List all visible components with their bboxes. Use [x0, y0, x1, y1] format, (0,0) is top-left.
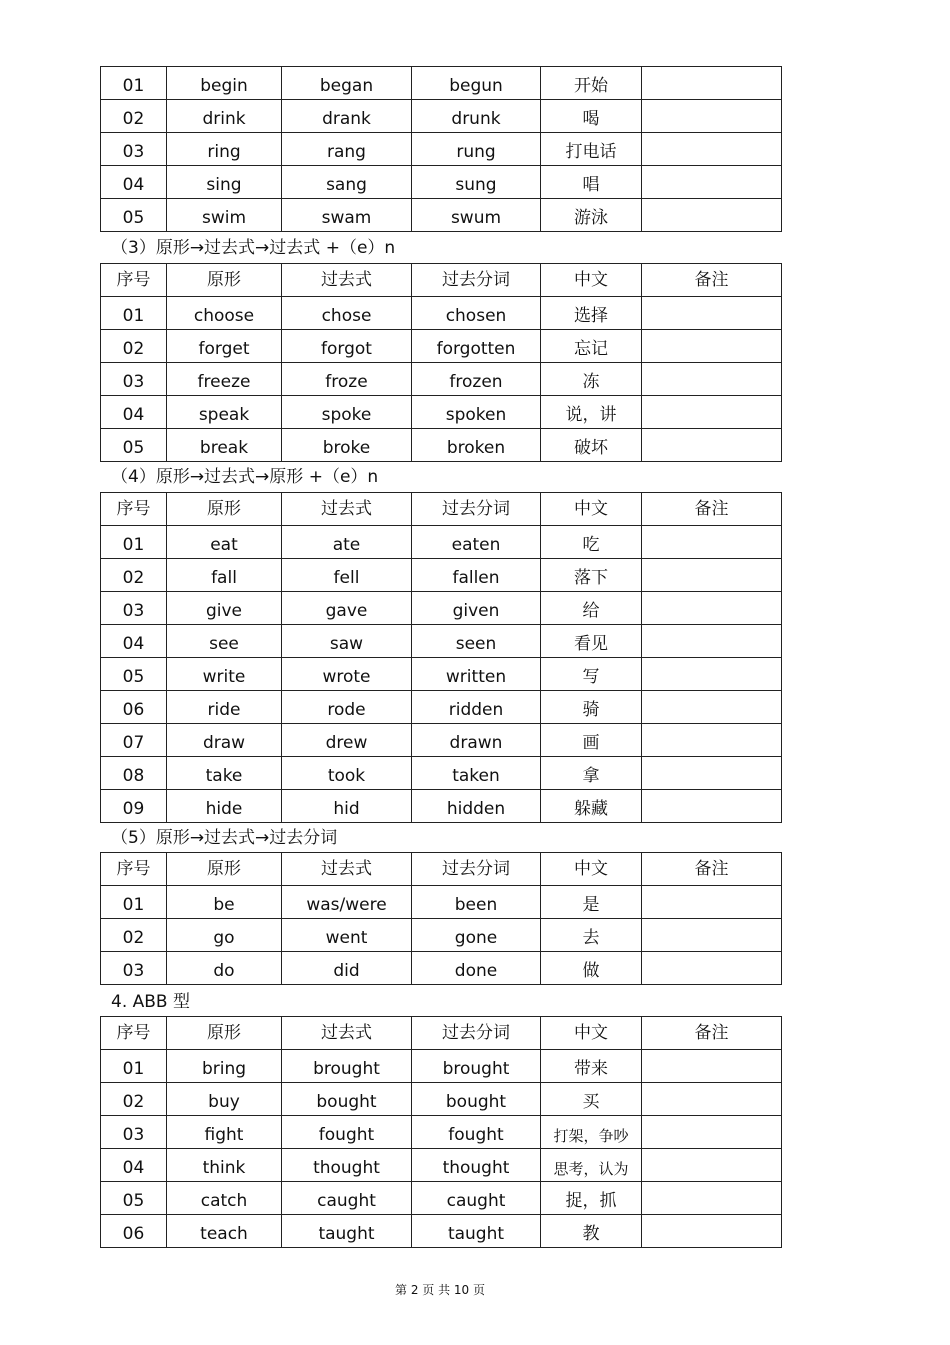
- cell-base-form: catch: [167, 1182, 282, 1215]
- section-heading-5: （5）原形→过去式→过去分词: [111, 828, 338, 848]
- cell-index: 04: [101, 625, 167, 658]
- cell-chinese: 思考，认为: [541, 1149, 642, 1182]
- header-past-participle: 过去分词: [412, 1017, 541, 1050]
- table-row: [101, 100, 782, 133]
- cell-past-participle: bought: [412, 1083, 541, 1116]
- cell-index: 05: [101, 199, 167, 232]
- verb-table-section-4: [100, 492, 782, 823]
- table-header-row: [101, 264, 782, 297]
- cell-past-participle: given: [412, 592, 541, 625]
- cell-index: 04: [101, 396, 167, 429]
- header-index: 序号: [101, 1017, 167, 1050]
- table-header-row: [101, 1017, 782, 1050]
- cell-past-participle: drawn: [412, 724, 541, 757]
- header-remark: 备注: [642, 1017, 782, 1050]
- cell-past-tense: wrote: [282, 658, 412, 691]
- section-heading-3: （3）原形→过去式→过去式 +（e）n: [111, 238, 396, 258]
- section-heading-abb: 4. ABB 型: [111, 992, 190, 1012]
- header-base-form: 原形: [167, 264, 282, 297]
- cell-past-tense: took: [282, 757, 412, 790]
- cell-past-tense: sang: [282, 166, 412, 199]
- cell-base-form: ride: [167, 691, 282, 724]
- cell-remark: [642, 526, 782, 559]
- table-row: [101, 952, 782, 985]
- cell-chinese: 带来: [541, 1050, 642, 1083]
- cell-index: 01: [101, 886, 167, 919]
- cell-index: 02: [101, 330, 167, 363]
- cell-past-participle: fallen: [412, 559, 541, 592]
- header-past-tense: 过去式: [282, 264, 412, 297]
- table-row: [101, 1050, 782, 1083]
- header-remark: 备注: [642, 264, 782, 297]
- cell-past-participle: hidden: [412, 790, 541, 823]
- cell-past-tense: fought: [282, 1116, 412, 1149]
- cell-index: 03: [101, 952, 167, 985]
- cell-chinese: 给: [541, 592, 642, 625]
- cell-index: 06: [101, 691, 167, 724]
- cell-index: 02: [101, 559, 167, 592]
- cell-index: 01: [101, 526, 167, 559]
- cell-remark: [642, 297, 782, 330]
- cell-past-participle: gone: [412, 919, 541, 952]
- cell-past-tense: bought: [282, 1083, 412, 1116]
- cell-base-form: teach: [167, 1215, 282, 1248]
- cell-base-form: swim: [167, 199, 282, 232]
- cell-chinese: 捉，抓: [541, 1182, 642, 1215]
- cell-chinese: 画: [541, 724, 642, 757]
- cell-index: 05: [101, 658, 167, 691]
- cell-past-tense: hid: [282, 790, 412, 823]
- cell-remark: [642, 1050, 782, 1083]
- cell-past-tense: saw: [282, 625, 412, 658]
- cell-base-form: draw: [167, 724, 282, 757]
- header-past-tense: 过去式: [282, 1017, 412, 1050]
- cell-base-form: hide: [167, 790, 282, 823]
- cell-base-form: drink: [167, 100, 282, 133]
- cell-past-tense: thought: [282, 1149, 412, 1182]
- cell-past-participle: begun: [412, 67, 541, 100]
- cell-chinese: 做: [541, 952, 642, 985]
- cell-base-form: ring: [167, 133, 282, 166]
- cell-past-participle: seen: [412, 625, 541, 658]
- cell-remark: [642, 724, 782, 757]
- cell-past-tense: did: [282, 952, 412, 985]
- cell-base-form: forget: [167, 330, 282, 363]
- table-row: [101, 724, 782, 757]
- cell-remark: [642, 952, 782, 985]
- table-row: [101, 886, 782, 919]
- cell-past-participle: rung: [412, 133, 541, 166]
- cell-index: 01: [101, 67, 167, 100]
- cell-past-tense: taught: [282, 1215, 412, 1248]
- cell-past-tense: broke: [282, 429, 412, 462]
- cell-base-form: choose: [167, 297, 282, 330]
- header-past-participle: 过去分词: [412, 493, 541, 526]
- cell-remark: [642, 658, 782, 691]
- cell-past-tense: went: [282, 919, 412, 952]
- cell-past-tense: chose: [282, 297, 412, 330]
- table-row: [101, 133, 782, 166]
- cell-chinese: 教: [541, 1215, 642, 1248]
- cell-past-participle: written: [412, 658, 541, 691]
- table-row: [101, 1083, 782, 1116]
- cell-past-tense: caught: [282, 1182, 412, 1215]
- header-chinese: 中文: [541, 1017, 642, 1050]
- cell-base-form: sing: [167, 166, 282, 199]
- table-row: [101, 199, 782, 232]
- header-past-tense: 过去式: [282, 493, 412, 526]
- cell-chinese: 打架，争吵: [541, 1116, 642, 1149]
- cell-chinese: 写: [541, 658, 642, 691]
- cell-remark: [642, 396, 782, 429]
- cell-past-participle: forgotten: [412, 330, 541, 363]
- section-heading-4: （4）原形→过去式→原形 +（e）n: [111, 467, 379, 487]
- cell-index: 04: [101, 1149, 167, 1182]
- cell-chinese: 说，讲: [541, 396, 642, 429]
- cell-index: 02: [101, 919, 167, 952]
- cell-base-form: eat: [167, 526, 282, 559]
- page-footer: 第 2 页 共 10 页: [395, 1283, 485, 1297]
- cell-index: 01: [101, 1050, 167, 1083]
- cell-base-form: speak: [167, 396, 282, 429]
- cell-chinese: 买: [541, 1083, 642, 1116]
- cell-remark: [642, 133, 782, 166]
- cell-base-form: see: [167, 625, 282, 658]
- cell-chinese: 躲藏: [541, 790, 642, 823]
- cell-chinese: 去: [541, 919, 642, 952]
- cell-index: 05: [101, 429, 167, 462]
- cell-past-tense: rang: [282, 133, 412, 166]
- table-row: [101, 429, 782, 462]
- cell-base-form: buy: [167, 1083, 282, 1116]
- cell-remark: [642, 100, 782, 133]
- cell-base-form: freeze: [167, 363, 282, 396]
- cell-chinese: 吃: [541, 526, 642, 559]
- table-row: [101, 330, 782, 363]
- table-row: [101, 919, 782, 952]
- cell-remark: [642, 1116, 782, 1149]
- cell-index: 02: [101, 100, 167, 133]
- cell-past-tense: swam: [282, 199, 412, 232]
- cell-past-tense: fell: [282, 559, 412, 592]
- cell-index: 07: [101, 724, 167, 757]
- table-row: [101, 1116, 782, 1149]
- table-header-row: [101, 853, 782, 886]
- table-row: [101, 691, 782, 724]
- header-remark: 备注: [642, 853, 782, 886]
- header-index: 序号: [101, 853, 167, 886]
- header-chinese: 中文: [541, 493, 642, 526]
- cell-remark: [642, 363, 782, 396]
- cell-base-form: be: [167, 886, 282, 919]
- cell-past-tense: ate: [282, 526, 412, 559]
- header-past-participle: 过去分词: [412, 264, 541, 297]
- cell-past-tense: began: [282, 67, 412, 100]
- header-base-form: 原形: [167, 493, 282, 526]
- cell-past-tense: drank: [282, 100, 412, 133]
- cell-remark: [642, 1083, 782, 1116]
- cell-past-participle: spoken: [412, 396, 541, 429]
- cell-chinese: 选择: [541, 297, 642, 330]
- table-row: [101, 67, 782, 100]
- cell-past-participle: thought: [412, 1149, 541, 1182]
- cell-past-participle: sung: [412, 166, 541, 199]
- cell-index: 02: [101, 1083, 167, 1116]
- header-remark: 备注: [642, 493, 782, 526]
- cell-past-participle: swum: [412, 199, 541, 232]
- cell-remark: [642, 592, 782, 625]
- cell-base-form: break: [167, 429, 282, 462]
- table-row: [101, 526, 782, 559]
- verb-table-section-3: [100, 263, 782, 462]
- header-chinese: 中文: [541, 853, 642, 886]
- cell-base-form: fight: [167, 1116, 282, 1149]
- cell-index: 03: [101, 1116, 167, 1149]
- cell-remark: [642, 559, 782, 592]
- cell-base-form: give: [167, 592, 282, 625]
- cell-index: 03: [101, 363, 167, 396]
- cell-past-participle: chosen: [412, 297, 541, 330]
- table-row: [101, 592, 782, 625]
- table-row: [101, 1182, 782, 1215]
- cell-index: 01: [101, 297, 167, 330]
- header-index: 序号: [101, 493, 167, 526]
- cell-past-tense: drew: [282, 724, 412, 757]
- table-row: [101, 297, 782, 330]
- cell-remark: [642, 757, 782, 790]
- cell-past-participle: taught: [412, 1215, 541, 1248]
- cell-past-tense: was/were: [282, 886, 412, 919]
- cell-past-tense: rode: [282, 691, 412, 724]
- cell-index: 09: [101, 790, 167, 823]
- cell-remark: [642, 166, 782, 199]
- cell-remark: [642, 1182, 782, 1215]
- cell-remark: [642, 330, 782, 363]
- cell-past-participle: been: [412, 886, 541, 919]
- table-row: [101, 166, 782, 199]
- header-chinese: 中文: [541, 264, 642, 297]
- cell-base-form: write: [167, 658, 282, 691]
- cell-chinese: 落下: [541, 559, 642, 592]
- cell-index: 04: [101, 166, 167, 199]
- table-row: [101, 790, 782, 823]
- table-row: [101, 559, 782, 592]
- cell-chinese: 打电话: [541, 133, 642, 166]
- table-row: [101, 363, 782, 396]
- cell-past-participle: frozen: [412, 363, 541, 396]
- cell-base-form: go: [167, 919, 282, 952]
- header-base-form: 原形: [167, 1017, 282, 1050]
- header-index: 序号: [101, 264, 167, 297]
- table-row: [101, 396, 782, 429]
- cell-chinese: 看见: [541, 625, 642, 658]
- cell-chinese: 是: [541, 886, 642, 919]
- cell-past-tense: froze: [282, 363, 412, 396]
- cell-past-tense: brought: [282, 1050, 412, 1083]
- cell-index: 05: [101, 1182, 167, 1215]
- cell-remark: [642, 919, 782, 952]
- cell-past-tense: gave: [282, 592, 412, 625]
- cell-past-participle: ridden: [412, 691, 541, 724]
- cell-remark: [642, 625, 782, 658]
- cell-index: 03: [101, 592, 167, 625]
- cell-past-participle: eaten: [412, 526, 541, 559]
- cell-base-form: bring: [167, 1050, 282, 1083]
- cell-remark: [642, 790, 782, 823]
- cell-chinese: 开始: [541, 67, 642, 100]
- cell-base-form: take: [167, 757, 282, 790]
- cell-chinese: 喝: [541, 100, 642, 133]
- cell-base-form: think: [167, 1149, 282, 1182]
- cell-past-participle: drunk: [412, 100, 541, 133]
- cell-chinese: 唱: [541, 166, 642, 199]
- cell-chinese: 骑: [541, 691, 642, 724]
- cell-index: 06: [101, 1215, 167, 1248]
- table-row: [101, 1215, 782, 1248]
- cell-past-tense: forgot: [282, 330, 412, 363]
- cell-chinese: 破坏: [541, 429, 642, 462]
- verb-table-continued: [100, 66, 782, 232]
- header-past-tense: 过去式: [282, 853, 412, 886]
- cell-remark: [642, 1215, 782, 1248]
- cell-chinese: 冻: [541, 363, 642, 396]
- cell-remark: [642, 886, 782, 919]
- cell-base-form: begin: [167, 67, 282, 100]
- cell-remark: [642, 1149, 782, 1182]
- table-header-row: [101, 493, 782, 526]
- table-row: [101, 658, 782, 691]
- cell-past-participle: fought: [412, 1116, 541, 1149]
- cell-past-tense: spoke: [282, 396, 412, 429]
- cell-remark: [642, 429, 782, 462]
- cell-past-participle: done: [412, 952, 541, 985]
- cell-chinese: 游泳: [541, 199, 642, 232]
- cell-chinese: 忘记: [541, 330, 642, 363]
- cell-base-form: do: [167, 952, 282, 985]
- verb-table-abb: [100, 1016, 782, 1248]
- table-row: [101, 1149, 782, 1182]
- verb-table-section-5: [100, 852, 782, 985]
- cell-index: 08: [101, 757, 167, 790]
- header-base-form: 原形: [167, 853, 282, 886]
- cell-past-participle: broken: [412, 429, 541, 462]
- header-past-participle: 过去分词: [412, 853, 541, 886]
- cell-past-participle: brought: [412, 1050, 541, 1083]
- cell-past-participle: taken: [412, 757, 541, 790]
- cell-remark: [642, 691, 782, 724]
- cell-index: 03: [101, 133, 167, 166]
- cell-past-participle: caught: [412, 1182, 541, 1215]
- cell-base-form: fall: [167, 559, 282, 592]
- table-row: [101, 757, 782, 790]
- table-row: [101, 625, 782, 658]
- cell-chinese: 拿: [541, 757, 642, 790]
- cell-remark: [642, 199, 782, 232]
- cell-remark: [642, 67, 782, 100]
